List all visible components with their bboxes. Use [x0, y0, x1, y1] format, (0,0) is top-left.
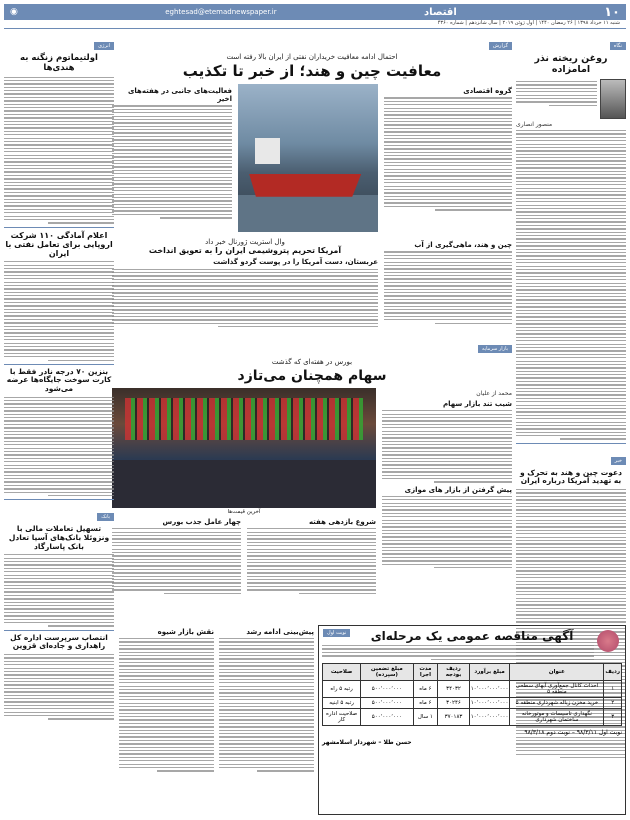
- section-title: اقتصاد: [423, 6, 457, 18]
- tender-cell: نگهداری تاسیسات و موتورخانه ساختمان شهرداری: [510, 708, 604, 725]
- tender-cell: ۶ ماه: [413, 680, 438, 697]
- opinion-author: منصور انصاری: [516, 120, 553, 128]
- website-address[interactable]: eghtesad@etemadnewspaper.ir: [165, 8, 277, 16]
- lead-author: گروه اقتصادی: [463, 87, 512, 96]
- tender-column-header: مدت اجرا: [413, 663, 438, 680]
- tender-cell: ۶ ماه: [413, 697, 438, 708]
- ad-title: آگهی مناقصه عمومی یک مرحله‌ای: [370, 629, 574, 643]
- photo-caption: آخرین قیمت‌ها: [227, 509, 261, 516]
- lead-body-1: [384, 97, 512, 210]
- opinion-intro: [516, 79, 597, 119]
- market-body-2: [382, 496, 512, 569]
- tender-row: [323, 697, 622, 708]
- tender-column-header: صلاحیت: [323, 663, 361, 680]
- market-body-5: [219, 638, 314, 772]
- tender-cell: ۱ سال: [413, 708, 438, 725]
- left-headline-1: اولتیماتوم زنگنه به هندی‌ها: [20, 53, 98, 73]
- author-portrait: [600, 79, 626, 119]
- left-column: [4, 32, 114, 817]
- ad-footer: نوبت اول ۹۸/۳/۱۱ – نوبت دوم ۹۸/۳/۱۸: [524, 728, 622, 736]
- ad-tag: نوبت اول: [323, 629, 350, 637]
- market-subhead-2: پیش گرفتن از بازار های موازی: [404, 485, 512, 494]
- tender-cell: ۳۷۰۱۸۳: [438, 708, 469, 725]
- tender-cell: صلاحیت اداره کار: [323, 708, 361, 725]
- municipality-logo-icon: [597, 630, 619, 652]
- tender-cell: رتبه ۵ راه: [323, 680, 361, 697]
- tender-column-header: ردیف: [604, 663, 622, 680]
- market-tag: بازار سرمایه: [478, 345, 512, 353]
- lead-subhead-2: عربستان، دست آمریکا را در پوست گردو گذاشت: [213, 258, 378, 267]
- market-headline: سهام همچنان می‌تازد: [237, 368, 387, 384]
- tender-cell: رتبه ۵ ابنیه: [323, 697, 361, 708]
- banner-headline: آمریکا تحریم پتروشیمی ایران را به تعویق انداخت: [148, 246, 342, 256]
- tender-cell: ۱: [604, 680, 622, 697]
- left-headline-5: انتصاب سرپرست اداره کل راهداری و جاده‌ای قزوین: [10, 632, 108, 651]
- lead-kicker: احتمال ادامه معافیت خریداران نفتی از ایران بالا رفته است: [226, 53, 398, 61]
- tender-cell: ۳۰۲۴۶: [438, 697, 469, 708]
- tender-row: [323, 680, 622, 697]
- lead-subhead-1: فعالیت‌های جانبی در هفته‌های اخیر: [127, 87, 232, 104]
- left-body-2: [4, 261, 114, 361]
- news-headline: دعوت چین و هند به تحرک و به تهدید آمریکا درباره ایران: [520, 467, 622, 486]
- lead-headline: معافیت چین و هند؛ از خبر تا تکذیب: [182, 62, 442, 80]
- tender-cell: ۵۰۰٬۰۰۰٬۰۰۰: [361, 697, 413, 708]
- page-logo-icon: ◉: [10, 7, 18, 17]
- tender-advertisement: [318, 625, 626, 815]
- banner-kicker: وال استریت ژورنال خبر داد: [205, 238, 285, 247]
- market-subhead-4: چهار عامل جذب بورس: [162, 518, 241, 527]
- market-author: محمد از علیان: [476, 390, 512, 398]
- opinion-tag: نگاه: [610, 42, 626, 50]
- market-body-6: [119, 638, 214, 772]
- market-kicker: بورس در هفته‌ای که گذشت: [271, 358, 353, 366]
- tender-column-header: مبلغ برآورد: [469, 663, 510, 680]
- ad-signer: حسن طلا – شهردار اسلامشهر: [322, 738, 412, 746]
- page-number: ۱۰: [604, 4, 620, 20]
- tender-cell: ۳: [604, 708, 622, 725]
- tender-table: [322, 663, 622, 726]
- page-header: [4, 4, 626, 20]
- tender-cell: احداث کانال جمع‌آوری آبهای سطحی منطقه ۵: [510, 680, 604, 697]
- energy-tag: انرژی: [94, 42, 114, 50]
- left-headline-4: تسهیل تعاملات مالی با ونزوئلا بانک‌های آسیا تعادل بانک پاسارگاد: [8, 524, 110, 551]
- tender-cell: ۵۰۰٬۰۰۰٬۰۰۰: [361, 708, 413, 725]
- left-headline-2: اعلام آمادگی ۱۱۰ شرکت اروپایی برای تعامل نفتی با ایران: [5, 230, 113, 258]
- left-body-1: [4, 77, 114, 224]
- lead-subhead-3: چین و هند، ماهی‌گیری از آب: [414, 241, 512, 250]
- tender-cell: ۱۰٬۰۰۰٬۰۰۰٬۰۰۰: [469, 708, 510, 725]
- tender-cell: ۳۴۰۳۲: [438, 680, 469, 697]
- tender-column-header: ردیف بودجه: [438, 663, 469, 680]
- market-subhead-3: شروع بازدهی هفته: [308, 518, 376, 527]
- tender-row: [323, 708, 622, 725]
- market-subhead-6: نقش بازار شیوه: [157, 628, 214, 636]
- dateline-bar: [4, 20, 626, 29]
- tender-cell: خرید مخزن زباله شهرداری منطقه ۵: [510, 697, 604, 708]
- market-story: [112, 335, 512, 623]
- left-body-4: [4, 554, 114, 627]
- lead-story: [112, 32, 512, 332]
- tender-column-header: مبلغ تضمین (سپرده): [361, 663, 413, 680]
- market-continued: [118, 625, 314, 817]
- opinion-headline: روغن ریخته نذر امامزاده: [534, 53, 608, 75]
- tender-cell: ۵۰۰٬۰۰۰٬۰۰۰: [361, 680, 413, 697]
- market-subhead-5: پیش‌بینی ادامه رشد: [246, 628, 314, 636]
- report-tag: گزارش: [489, 42, 512, 50]
- left-body-3: [4, 397, 114, 497]
- tanker-photo: [238, 84, 378, 232]
- market-body-1: [382, 410, 512, 483]
- lead-body-4: [112, 269, 378, 328]
- market-body-3: [247, 528, 376, 594]
- tender-cell: ۱۰٬۰۰۰٬۰۰۰٬۰۰۰: [469, 697, 510, 708]
- left-headline-3: بنزین ۷۰ درجه نادر فقط با کارت سوخت جایگاه‌ها عرضه می‌شود: [6, 366, 112, 394]
- bank-tag: بانک: [97, 513, 114, 521]
- ad-intro: [322, 645, 622, 660]
- dateline: شنبه ۱۱ خرداد ۱۳۹۸ | ۲۶ رمضان ۱۴۴۰ | اول ژوئن ۲۰۱۹ | سال شانزدهم | شماره ۴۳۶۰: [437, 20, 620, 26]
- stock-exchange-photo: [112, 388, 376, 508]
- opinion-body: [516, 130, 626, 440]
- market-subhead-1: شیب تند بازار سهام: [443, 400, 512, 409]
- left-body-5: [4, 654, 114, 720]
- tender-cell: ۲: [604, 697, 622, 708]
- lead-body-3: [384, 251, 512, 324]
- market-body-4: [112, 528, 241, 594]
- tender-column-header: عنوان: [510, 663, 604, 680]
- lead-body-2: [112, 105, 232, 218]
- tender-cell: ۱۰٬۰۰۰٬۰۰۰٬۰۰۰: [469, 680, 510, 697]
- news-tag: خبر: [611, 457, 626, 465]
